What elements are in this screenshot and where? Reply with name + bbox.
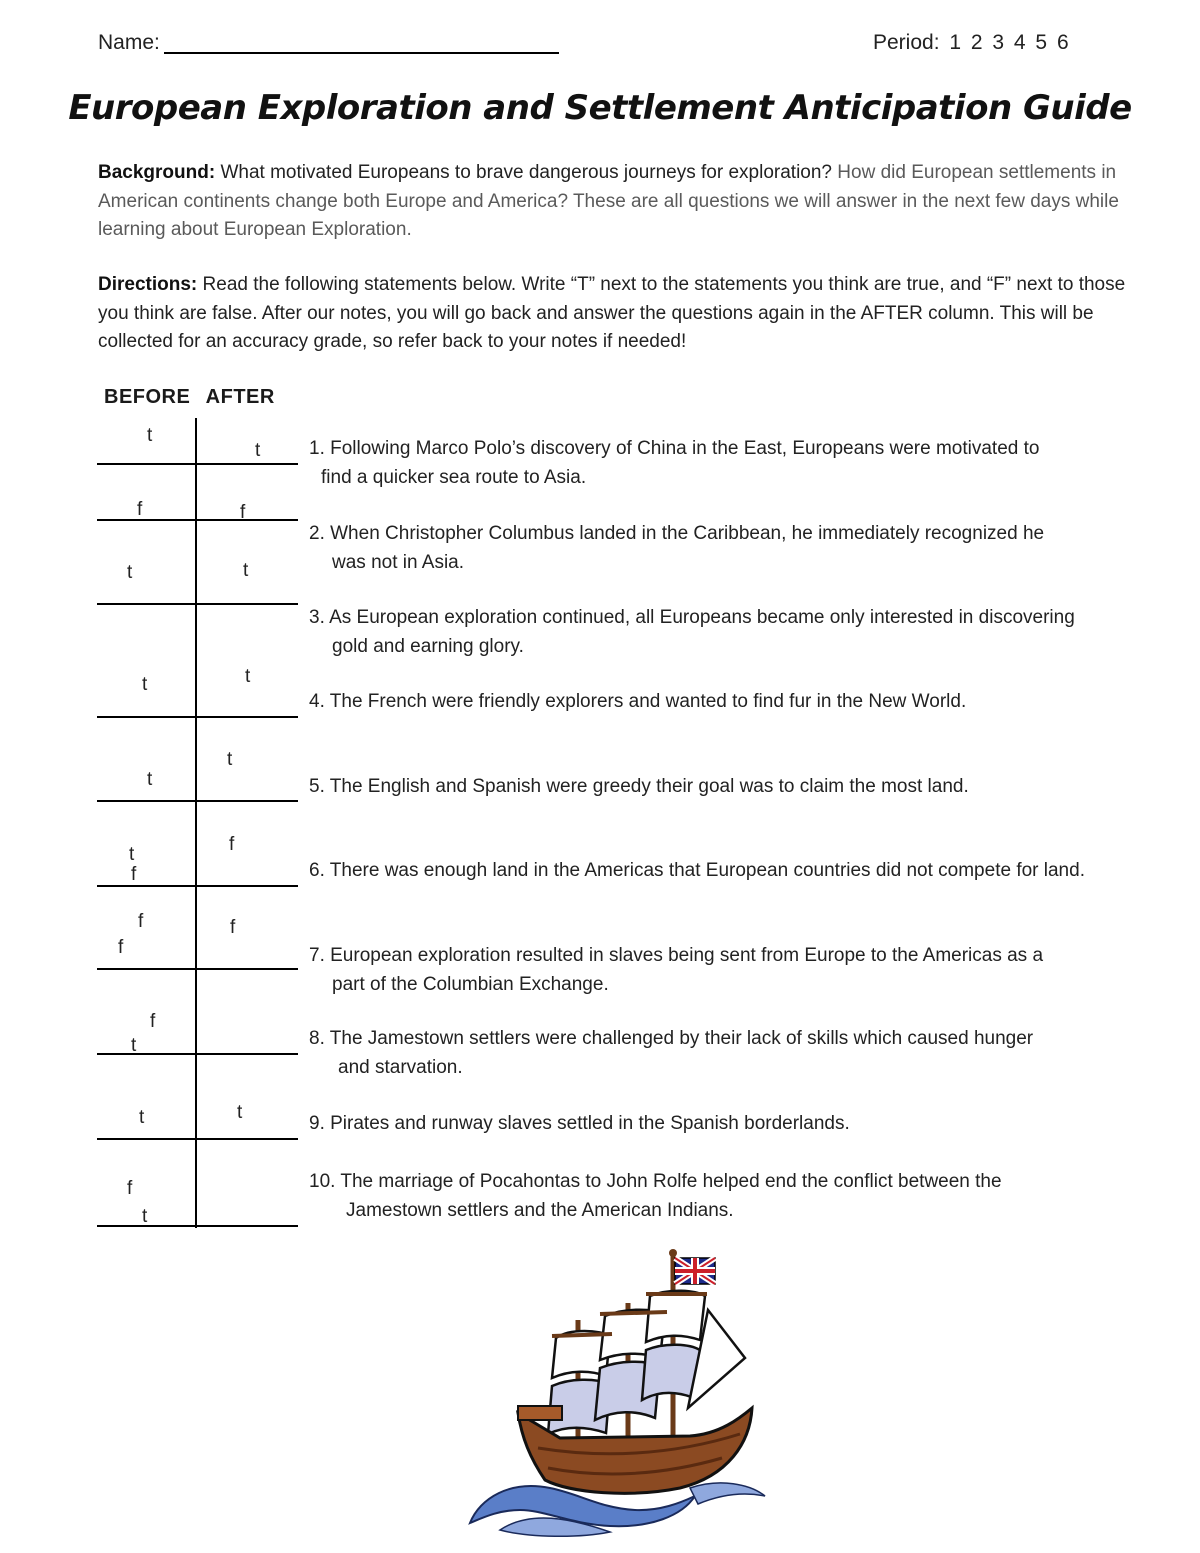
background-text: What motivated Europeans to brave dangerous journeys for exploration? — [215, 162, 838, 183]
directions-paragraph — [98, 271, 1133, 357]
answer-line-2 — [97, 519, 298, 521]
period-label: Period: 1 2 3 4 5 6 — [873, 31, 1069, 54]
statement-7-line1: 7. European exploration resulted in slaves being sent from Europe to the Americas as a — [309, 945, 1044, 966]
column-divider — [195, 418, 197, 1228]
statement-7 — [309, 942, 1149, 999]
answer-after-4: t — [245, 666, 251, 687]
before-after-heading: BEFORE AFTER — [104, 386, 275, 408]
answer-line-3 — [97, 603, 298, 605]
statement-1 — [309, 435, 1149, 492]
statement-10 — [309, 1168, 1149, 1225]
answer-before-4: t — [142, 674, 148, 695]
answer-line-8 — [97, 1053, 298, 1055]
answer-after-7: f — [230, 917, 236, 938]
statement-10-line2: Jamestown settlers and the American Indians. — [346, 1199, 734, 1221]
answer-line-6 — [97, 885, 298, 887]
name-label: Name: — [98, 31, 160, 54]
statement-8-line1: 8. The Jamestown settlers were challenged by their lack of skills which caused hunger — [309, 1028, 1034, 1049]
answer-line-5 — [97, 800, 298, 802]
statement-8-line2: and starvation. — [338, 1056, 463, 1078]
answer-line-9 — [97, 1138, 298, 1140]
answer-before-1: t — [147, 425, 153, 446]
answer-line-1 — [97, 463, 298, 465]
answer-line-10 — [97, 1225, 298, 1227]
statement-5-line1: 5. The English and Spanish were greedy their goal was to claim the most land. — [309, 776, 969, 797]
statement-2-line1: 2. When Christopher Columbus landed in the Caribbean, he immediately recognized he — [309, 523, 1045, 544]
answer-before-8b: t — [131, 1035, 137, 1056]
statement-4 — [309, 688, 1149, 717]
statement-8 — [309, 1025, 1149, 1082]
statement-2 — [309, 520, 1149, 577]
answer-before-10b: t — [142, 1206, 148, 1227]
statement-3-line1: 3. As European exploration continued, all Europeans became only interested in discovering — [309, 607, 1075, 628]
answer-before-8a: f — [150, 1011, 156, 1032]
answer-line-4 — [97, 716, 298, 718]
statement-3 — [309, 604, 1149, 661]
directions-text: Read the following statements below. Write “T” next to the statements you think are true, and “F” next to those you think are false. After our notes, you will go back and answer the questions again in the AFTER column. This will be collected for an accuracy grade, so refer back to your notes if needed! — [98, 274, 1126, 352]
statement-6 — [309, 857, 1149, 886]
statement-9 — [309, 1110, 1149, 1139]
statement-10-line1: 10. The marriage of Pocahontas to John Rolfe helped end the conflict between the — [309, 1171, 1002, 1192]
answer-before-9: t — [139, 1107, 145, 1128]
answer-before-3: t — [127, 562, 133, 583]
answer-after-2: f — [240, 502, 246, 523]
answer-after-1: t — [255, 440, 261, 461]
name-field-line[interactable] — [164, 52, 559, 54]
statement-6-line1: 6. There was enough land in the Americas that European countries did not compete for land. — [309, 860, 1085, 881]
statement-1-line2: find a quicker sea route to Asia. — [321, 466, 587, 488]
directions-label: Directions: — [98, 274, 198, 295]
answer-after-9: t — [237, 1102, 243, 1123]
statement-3-line2: gold and earning glory. — [332, 635, 524, 657]
answer-line-7 — [97, 968, 298, 970]
statement-1-line1: 1. Following Marco Polo’s discovery of China in the East, Europeans were motivated to — [309, 438, 1040, 459]
statement-4-line1: 4. The French were friendly explorers and wanted to find fur in the New World. — [309, 691, 967, 712]
background-paragraph — [98, 159, 1133, 245]
background-label: Background: — [98, 162, 216, 183]
answer-before-6b: f — [131, 864, 137, 885]
answer-before-6a: t — [129, 844, 135, 865]
answer-before-7b: f — [118, 937, 124, 958]
statement-7-line2: part of the Columbian Exchange. — [332, 973, 609, 995]
page-title: European Exploration and Settlement Anticipation Guide — [68, 88, 1132, 128]
background-text-gray: How did European settlements in American continents change both Europe and America? These are all questions we will answer in the next few days while learning about European Exploration. — [98, 162, 1119, 240]
answer-before-7a: f — [138, 911, 144, 932]
answer-before-10a: f — [127, 1178, 133, 1199]
answer-before-5: t — [147, 769, 153, 790]
statement-2-line2: was not in Asia. — [332, 551, 465, 573]
statement-5 — [309, 773, 1149, 802]
answer-after-3: t — [243, 560, 249, 581]
statement-9-line1: 9. Pirates and runway slaves settled in the Spanish borderlands. — [309, 1113, 850, 1134]
answer-after-6: f — [229, 834, 235, 855]
sailing-ship-icon — [460, 1248, 780, 1538]
answer-before-2: f — [137, 499, 143, 520]
answer-after-5: t — [227, 749, 233, 770]
